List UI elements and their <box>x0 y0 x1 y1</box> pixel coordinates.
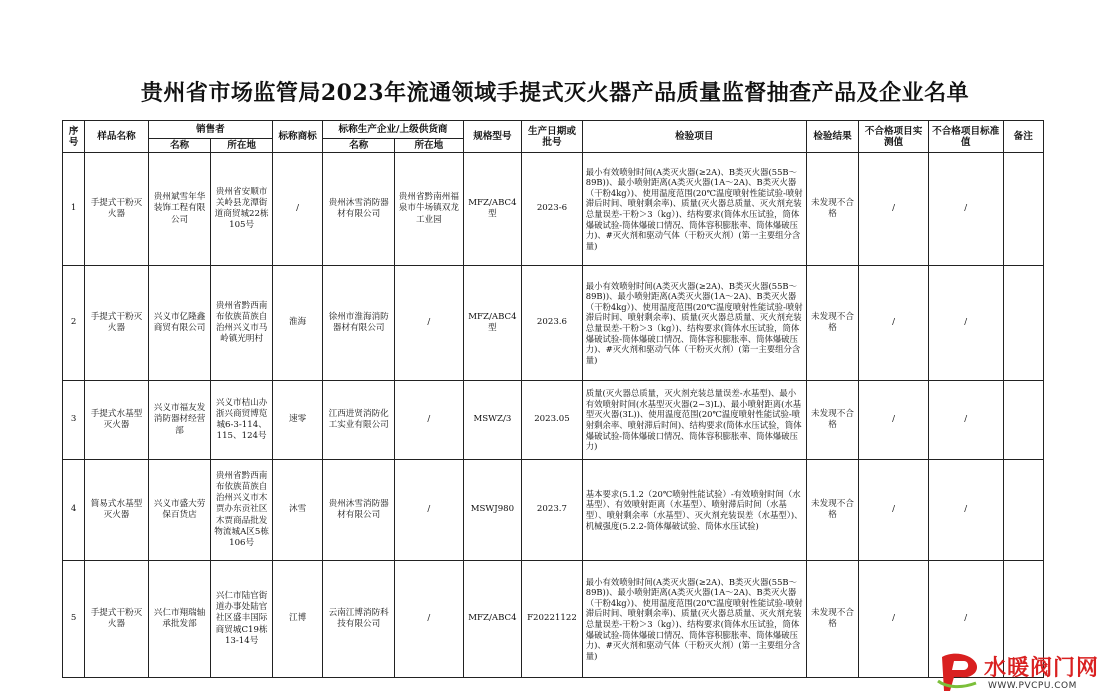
cell-seller-name: 兴义市盛大劳保百货店 <box>148 460 211 561</box>
header-seller-name: 名称 <box>148 139 211 153</box>
header-sample-name: 样品名称 <box>85 121 149 153</box>
cell-trademark: / <box>272 153 322 266</box>
cell-producer-location: / <box>395 381 464 460</box>
cell-date: 2023-6 <box>522 153 583 266</box>
cell-fail-standard: / <box>928 460 1003 561</box>
cell-remark <box>1003 381 1043 460</box>
cell-model: MFZ/ABC4型 <box>463 266 522 381</box>
cell-remark <box>1003 266 1043 381</box>
cell-sample: 手提式水基型灭火器 <box>85 381 149 460</box>
cell-fail-measured: / <box>859 561 929 678</box>
cell-fail-measured: / <box>859 381 929 460</box>
cell-test-items: 最小有效喷射时间(A类灭火器(≥2A)、B类灭火器(55B～89B))、最小喷射距离(A类灭火器(1A～2A)、B类灭火器（干粉4kg）)、使用温度范围(20℃温度喷射性能试验-喷射滞后时间、喷射剩余率)、质量(灭火器总质量、灭火剂充装总量误差-干粉＞3（kg）)、结构要求(筒体水压试验，筒体爆破试验-筒体爆破口情况、筒体容积膨胀率、筒体爆破压力)、#灭火剂和驱动气体（干粉灭火剂）(第一主要组分含量) <box>582 266 806 381</box>
cell-fail-measured: / <box>859 153 929 266</box>
cell-fail-measured: / <box>859 460 929 561</box>
page-title: 贵州省市场监管局2023年流通领域手提式灭火器产品质量监督抽查产品及企业名单 <box>140 80 970 106</box>
cell-seller-name: 兴义市福友发消防器材经营部 <box>148 381 211 460</box>
watermark-name: 水暖阀门网 <box>984 656 1100 681</box>
cell-result: 未发现不合格 <box>806 561 858 678</box>
table-row <box>63 460 1044 561</box>
cell-model: MSWZ/3 <box>463 381 522 460</box>
cell-sample: 手提式干粉灭火器 <box>85 153 149 266</box>
cell-seq: 4 <box>63 460 85 561</box>
cell-result: 未发现不合格 <box>806 460 858 561</box>
header-model: 规格型号 <box>463 121 522 153</box>
cell-fail-measured: / <box>859 266 929 381</box>
cell-seller-location: 贵州省安顺市关岭县龙潭街道商贸城22栋105号 <box>211 153 273 266</box>
table-row <box>63 266 1044 381</box>
cell-fail-standard: / <box>928 561 1003 678</box>
header-remark: 备注 <box>1003 121 1043 153</box>
cell-test-items: 最小有效喷射时间(A类灭火器(≥2A)、B类灭火器(55B～89B))、最小喷射距离(A类灭火器(1A～2A)、B类灭火器（干粉4kg）)、使用温度范围(20℃温度喷射性能试验-喷射滞后时间、喷射剩余率)、质量(灭火器总质量、灭火剂充装总量误差-干粉＞3（kg）)、结构要求(筒体水压试验，筒体爆破试验-筒体爆破口情况、筒体容积膨胀率、筒体爆破压力)、#灭火剂和驱动气体（干粉灭火剂）(第一主要组分含量) <box>582 561 806 678</box>
header-result: 检验结果 <box>806 121 858 153</box>
cell-seller-location: 兴义市桔山办浙兴商贸博览城6-3-114、115、124号 <box>211 381 273 460</box>
header-seq: 序号 <box>63 121 85 153</box>
cell-date: F20221122 <box>522 561 583 678</box>
cell-fail-standard: / <box>928 153 1003 266</box>
cell-test-items: 基本要求(5.1.2（20℃喷射性能试验）-有效喷射时间（水基型）、有效喷射距离（水基型）、喷射滞后时间（水基型）、喷射剩余率（水基型）、灭火剂充装误差（水基型）)、机械强度(5.2.2-筒体爆破试验、筒体水压试验) <box>582 460 806 561</box>
cell-seq: 5 <box>63 561 85 678</box>
inspection-table <box>62 120 1044 678</box>
cell-result: 未发现不合格 <box>806 266 858 381</box>
cell-seller-name: 兴仁市翔瑞轴承批发部 <box>148 561 211 678</box>
header-fail-standard: 不合格项目标准值 <box>928 121 1003 153</box>
cell-model: MFZ/ABC4型 <box>463 153 522 266</box>
cell-seq: 1 <box>63 153 85 266</box>
pvcpu-logo-icon <box>936 651 982 693</box>
cell-producer-name: 贵州沐雪消防器材有限公司 <box>323 460 395 561</box>
header-producer-location: 所在地 <box>395 139 464 153</box>
cell-test-items: 质量(灭火器总质量，灭火剂充装总量误差-水基型)、最小有效喷射时间(水基型灭火器(2~3)L)、最小喷射距离(水基型灭火器(3L))、使用温度范围(20℃温度喷射性能试验-喷射剩余率、喷射滞后时间)、结构要求(筒体水压试验，筒体爆破试验-筒体爆破口情况、筒体容积膨胀率、筒体爆破压力) <box>582 381 806 460</box>
cell-fail-standard: / <box>928 266 1003 381</box>
cell-seller-name: 兴义市亿隆鑫商贸有限公司 <box>148 266 211 381</box>
cell-trademark: 速零 <box>272 381 322 460</box>
cell-sample: 手提式干粉灭火器 <box>85 266 149 381</box>
cell-seller-name: 贵州斌雪年华装饰工程有限公司 <box>148 153 211 266</box>
cell-producer-name: 江西进贤消防化工实业有限公司 <box>323 381 395 460</box>
cell-remark <box>1003 460 1043 561</box>
table-row <box>63 381 1044 460</box>
table-row <box>63 561 1044 678</box>
header-date-batch: 生产日期或批号 <box>522 121 583 153</box>
cell-model: MFZ/ABC4 <box>463 561 522 678</box>
cell-trademark: 淮海 <box>272 266 322 381</box>
cell-date: 2023.6 <box>522 266 583 381</box>
cell-result: 未发现不合格 <box>806 381 858 460</box>
cell-result: 未发现不合格 <box>806 153 858 266</box>
header-fail-measured: 不合格项目实测值 <box>859 121 929 153</box>
cell-model: MSWJ980 <box>463 460 522 561</box>
cell-producer-location: 贵州省黔南州福泉市牛场镇双龙工业园 <box>395 153 464 266</box>
cell-producer-location: / <box>395 561 464 678</box>
cell-remark <box>1003 153 1043 266</box>
header-test-items: 检验项目 <box>582 121 806 153</box>
cell-trademark: 江博 <box>272 561 322 678</box>
watermark-logo <box>936 649 1104 695</box>
cell-sample: 简易式水基型灭火器 <box>85 460 149 561</box>
table-row <box>63 153 1044 266</box>
cell-seq: 2 <box>63 266 85 381</box>
header-producer-name: 名称 <box>323 139 395 153</box>
cell-seller-location: 贵州省黔西南布依族苗族自治州兴义市马岭镇光明村 <box>211 266 273 381</box>
cell-test-items: 最小有效喷射时间(A类灭火器(≥2A)、B类灭火器(55B～89B))、最小喷射距离(A类灭火器(1A～2A)、B类灭火器（干粉4kg）)、使用温度范围(20℃温度喷射性能试验-喷射滞后时间、喷射剩余率)、质量(灭火器总质量、灭火剂充装总量误差-干粉＞3（kg）)、结构要求(筒体水压试验，筒体爆破试验-筒体爆破口情况、筒体容积膨胀率、筒体爆破压力)、#灭火剂和驱动气体（干粉灭火剂）(第一主要组分含量) <box>582 153 806 266</box>
cell-seller-location: 兴仁市陆官街道办事处陆官社区盛丰国际商贸城C19栋13-14号 <box>211 561 273 678</box>
cell-trademark: 沐雪 <box>272 460 322 561</box>
header-seller-location: 所在地 <box>211 139 273 153</box>
cell-sample: 手提式干粉灭火器 <box>85 561 149 678</box>
cell-date: 2023.7 <box>522 460 583 561</box>
watermark-url: WWW.PVCPU.COM <box>988 681 1077 691</box>
cell-producer-location: / <box>395 460 464 561</box>
cell-producer-name: 云南江博消防科技有限公司 <box>323 561 395 678</box>
header-producer: 标称生产企业/上级供货商 <box>323 121 463 139</box>
cell-seller-location: 贵州省黔西南布依族苗族自治州兴义市木贾办东贡社区木贾商品批发物流城A区5栋106号 <box>211 460 273 561</box>
cell-producer-name: 徐州市淮海消防器材有限公司 <box>323 266 395 381</box>
cell-producer-location: / <box>395 266 464 381</box>
header-seller: 销售者 <box>148 121 272 139</box>
header-trademark: 标称商标 <box>272 121 322 153</box>
cell-producer-name: 贵州沐雪消防器材有限公司 <box>323 153 395 266</box>
cell-seq: 3 <box>63 381 85 460</box>
cell-date: 2023.05 <box>522 381 583 460</box>
cell-fail-standard: / <box>928 381 1003 460</box>
